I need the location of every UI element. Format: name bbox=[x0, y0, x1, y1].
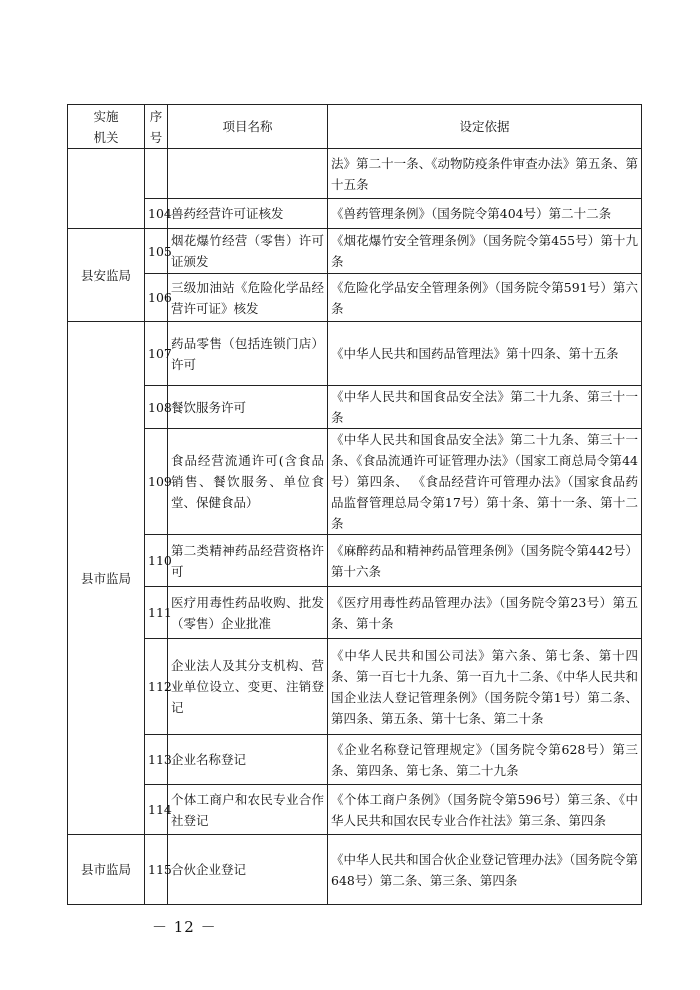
header-seq: 序 号 bbox=[145, 105, 168, 149]
seq-cell: 104 bbox=[145, 199, 168, 229]
item-name-cell: 医疗用毒性药品收购、批发（零售）企业批准 bbox=[168, 587, 328, 639]
table-row bbox=[68, 429, 642, 535]
legal-basis-cell: 《麻醉药品和精神药品管理条例》（国务院令第442号）第十六条 bbox=[328, 535, 642, 587]
seq-cell: 107 bbox=[145, 322, 168, 386]
table-row bbox=[68, 785, 642, 835]
agency-cell bbox=[68, 149, 145, 229]
administrative-license-table bbox=[67, 104, 642, 905]
table-row bbox=[68, 199, 642, 229]
seq-cell: 106 bbox=[145, 274, 168, 322]
legal-basis-cell: 《个体工商户条例》（国务院令第596号）第三条、《中华人民共和国农民专业合作社法》第三条、第四条 bbox=[328, 785, 642, 835]
legal-basis-cell: 法》第二十一条、《动物防疫条件审查办法》第五条、第十五条 bbox=[328, 149, 642, 199]
item-name-cell: 企业法人及其分支机构、营业单位设立、变更、注销登记 bbox=[168, 639, 328, 735]
legal-basis-cell: 《危险化学品安全管理条例》（国务院令第591号）第六条 bbox=[328, 274, 642, 322]
legal-basis-cell: 《烟花爆竹安全管理条例》（国务院令第455号）第十九条 bbox=[328, 229, 642, 274]
agency-cell: 县市监局 bbox=[68, 322, 145, 835]
legal-basis-cell: 《中华人民共和国食品安全法》第二十九条、第三十一条、《食品流通许可证管理办法》（国家工商总局令第44号）第四条、 《食品经营许可管理办法》（国家食品药品监督管理总局令第17号）第十条、第十一条、第十二条 bbox=[328, 429, 642, 535]
table-row bbox=[68, 274, 642, 322]
legal-basis-cell: 《中华人民共和国食品安全法》第二十九条、第三十一条 bbox=[328, 386, 642, 429]
table-row bbox=[68, 835, 642, 905]
seq-cell: 110 bbox=[145, 535, 168, 587]
seq-cell: 111 bbox=[145, 587, 168, 639]
seq-cell: 113 bbox=[145, 735, 168, 785]
table-row bbox=[68, 322, 642, 386]
seq-cell: 105 bbox=[145, 229, 168, 274]
seq-cell: 108 bbox=[145, 386, 168, 429]
table-header-row bbox=[68, 105, 642, 149]
table-row bbox=[68, 639, 642, 735]
legal-basis-cell: 《医疗用毒性药品管理办法》（国务院令第23号）第五条、第十条 bbox=[328, 587, 642, 639]
table-body bbox=[68, 149, 642, 905]
table-row bbox=[68, 229, 642, 274]
item-name-cell bbox=[168, 149, 328, 199]
header-basis: 设定依据 bbox=[328, 105, 642, 149]
item-name-cell: 第二类精神药品经营资格许可 bbox=[168, 535, 328, 587]
table-row bbox=[68, 149, 642, 199]
item-name-cell: 烟花爆竹经营（零售）许可证颁发 bbox=[168, 229, 328, 274]
item-name-cell: 餐饮服务许可 bbox=[168, 386, 328, 429]
table-row bbox=[68, 587, 642, 639]
seq-cell: 115 bbox=[145, 835, 168, 905]
legal-basis-cell: 《中华人民共和国合伙企业登记管理办法》（国务院令第648号）第二条、第三条、第四条 bbox=[328, 835, 642, 905]
header-agency: 实施 机关 bbox=[68, 105, 145, 149]
legal-basis-cell: 《中华人民共和国药品管理法》第十四条、第十五条 bbox=[328, 322, 642, 386]
item-name-cell: 三级加油站《危险化学品经营许可证》核发 bbox=[168, 274, 328, 322]
header-name: 项目名称 bbox=[168, 105, 328, 149]
item-name-cell: 个体工商户和农民专业合作社登记 bbox=[168, 785, 328, 835]
item-name-cell: 药品零售（包括连锁门店）许可 bbox=[168, 322, 328, 386]
legal-basis-cell: 《企业名称登记管理规定》（国务院令第628号）第三条、第四条、第七条、第二十九条 bbox=[328, 735, 642, 785]
table-row bbox=[68, 535, 642, 587]
item-name-cell: 企业名称登记 bbox=[168, 735, 328, 785]
seq-cell: 114 bbox=[145, 785, 168, 835]
legal-basis-cell: 《中华人民共和国公司法》第六条、第七条、第十四条、第一百七十九条、第一百九十二条、《中华人民共和国企业法人登记管理条例》（国务院令第1号）第二条、第四条、第五条、第十七条、第二十条 bbox=[328, 639, 642, 735]
legal-basis-cell: 《兽药管理条例》（国务院令第404号）第二十二条 bbox=[328, 199, 642, 229]
page-number: － 12 － bbox=[152, 918, 217, 936]
item-name-cell: 兽药经营许可证核发 bbox=[168, 199, 328, 229]
seq-cell bbox=[145, 149, 168, 199]
agency-cell: 县市监局 bbox=[68, 835, 145, 905]
agency-cell: 县安监局 bbox=[68, 229, 145, 322]
item-name-cell: 合伙企业登记 bbox=[168, 835, 328, 905]
table-row bbox=[68, 735, 642, 785]
seq-cell: 112 bbox=[145, 639, 168, 735]
table-row bbox=[68, 386, 642, 429]
item-name-cell: 食品经营流通许可(含食品销售、餐饮服务、单位食堂、保健食品） bbox=[168, 429, 328, 535]
seq-cell: 109 bbox=[145, 429, 168, 535]
